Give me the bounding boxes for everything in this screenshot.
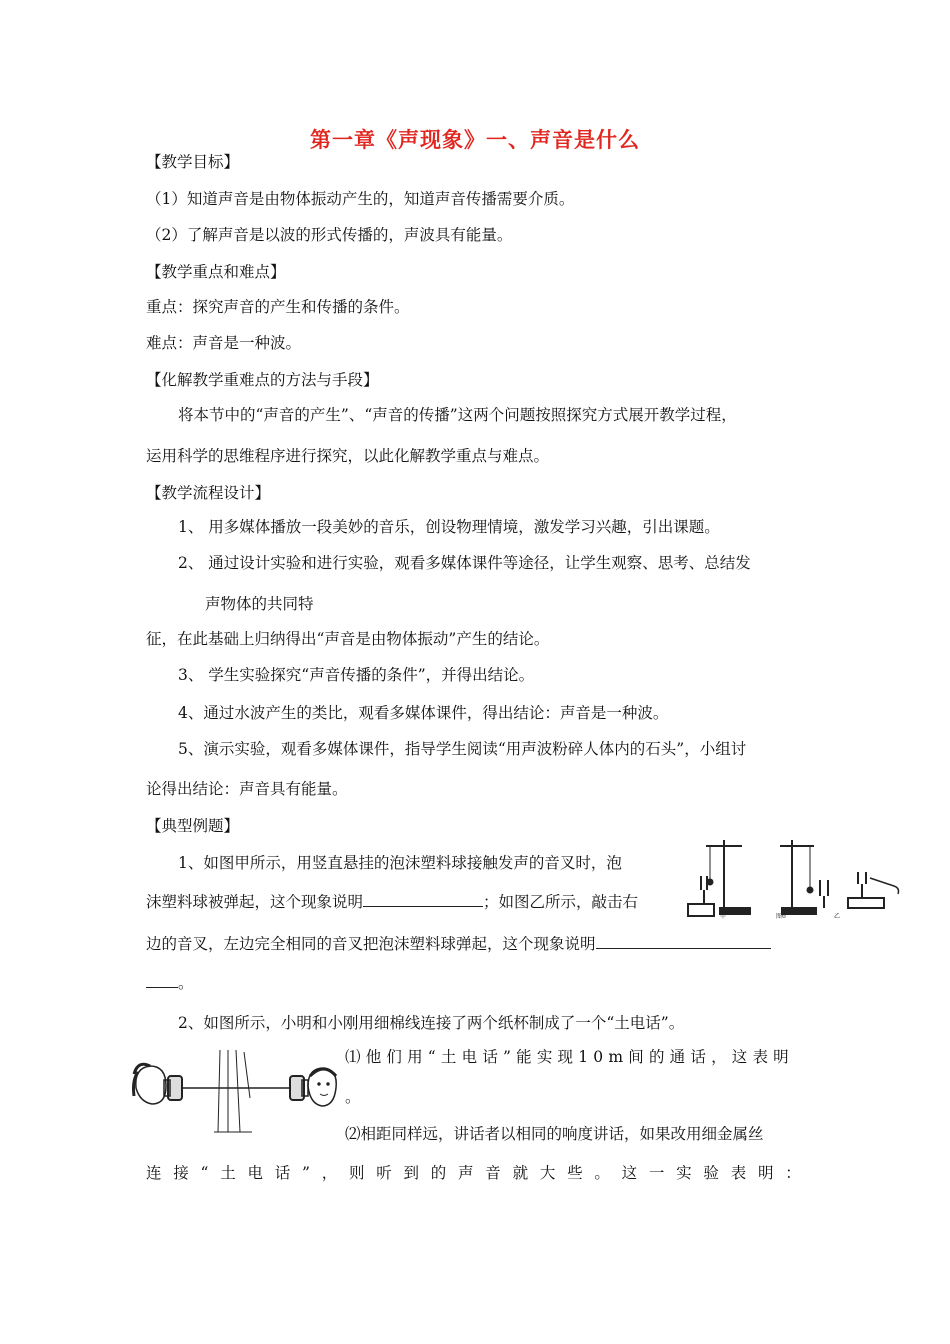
char: 实 <box>676 1164 692 1182</box>
example-1-text-b: ；如图乙所示，敲击右 <box>483 893 639 911</box>
string-telephone-figure <box>128 1048 343 1136</box>
flow-step-2-cont: 声物体的共同特 <box>205 595 314 613</box>
char: 明 <box>757 1164 774 1182</box>
char: 土 <box>220 1164 236 1182</box>
char: 到 <box>403 1164 420 1182</box>
flow-step-4: 4、通过水波产生的类比，观看多媒体课件，得出结论：声音是一种波。 <box>178 704 669 722</box>
goal-2: （2）了解声音是以波的形式传播的，声波具有能量。 <box>146 226 513 244</box>
answer-blank-1[interactable] <box>363 892 483 907</box>
char: 连 <box>146 1164 162 1182</box>
flow-step-5-end: 论得出结论：声音具有能量。 <box>146 780 348 798</box>
example-1-line-1: 1、如图甲所示，用竖直悬挂的泡沫塑料球接触发声的音叉时，泡 <box>178 854 622 872</box>
example-1-line-4 <box>146 973 194 993</box>
char: 些 <box>567 1164 583 1182</box>
char: 的 <box>430 1164 447 1182</box>
char: 大 <box>539 1164 556 1182</box>
flow-step-1: 1、 用多媒体播放一段美妙的音乐，创设物理情境，激发学习兴趣，引出课题。 <box>178 518 720 536</box>
char: 听 <box>376 1164 392 1182</box>
example-2-question-1 <box>345 1047 794 1067</box>
char: 表 <box>730 1164 747 1182</box>
char: 验 <box>703 1164 719 1182</box>
flow-heading: 【教学流程设计】 <box>146 484 271 502</box>
example-1-line-3 <box>146 934 771 954</box>
method-paragraph-1: 将本节中的“声音的产生”、“声音的传播”这两个问题按照探究方式展开教学过程， <box>178 406 737 424</box>
flow-step-5: 5、演示实验，观看多媒体课件，指导学生阅读“用声波粉碎人体内的石头”，小组讨 <box>178 740 747 758</box>
example-2-question-2: ⑵相距同样远，讲话者以相同的响度讲话，如果改用细金属丝 <box>345 1125 764 1143</box>
label-jia: 甲 <box>720 913 727 920</box>
method-heading: 【化解教学重难点的方法与手段】 <box>146 371 379 389</box>
question-1-text: ⑴他们用“土电话”能实现10m间的通话，这表明 <box>345 1048 794 1066</box>
char: 这 <box>621 1164 638 1182</box>
char: ” <box>302 1164 310 1182</box>
flow-step-3: 3、 学生实验探究“声音传播的条件”，并得出结论。 <box>178 666 535 684</box>
char: 话 <box>274 1164 291 1182</box>
question-1-end: 。 <box>345 1088 361 1106</box>
char: 音 <box>485 1164 501 1182</box>
char: 则 <box>348 1164 365 1182</box>
example-1-text-c: 边的音叉，左边完全相同的音叉把泡沫塑料球弹起，这个现象说明 <box>146 935 596 953</box>
char: 声 <box>458 1164 474 1182</box>
method-paragraph-2: 运用科学的思维程序进行探究，以此化解教学重点与难点。 <box>146 447 550 465</box>
answer-blank-2-cont[interactable] <box>146 973 178 988</box>
char: “ <box>200 1164 209 1182</box>
page-title: 第一章《声现象》一、声音是什么 <box>310 127 640 152</box>
difficult-point: 难点：声音是一种波。 <box>146 334 302 352</box>
flow-step-2: 2、 通过设计实验和进行实验，观看多媒体课件等途径，让学生观察、思考、总结发 <box>178 554 751 572</box>
goal-1: （1）知道声音是由物体振动产生的，知道声音传播需要介质。 <box>146 190 575 208</box>
example-2-question-2-cont <box>146 1163 801 1183</box>
char: 一 <box>648 1164 665 1182</box>
key-heading: 【教学重点和难点】 <box>146 263 286 281</box>
tuning-fork-figure <box>684 832 904 922</box>
example-1-line-2 <box>146 892 638 912</box>
char: 就 <box>512 1164 529 1182</box>
flow-step-2-end: 征，在此基础上归纳得出“声音是由物体振动”产生的结论。 <box>146 630 550 648</box>
label-yi: 乙 <box>834 913 841 920</box>
char: 接 <box>173 1164 189 1182</box>
examples-heading: 【典型例题】 <box>146 817 240 835</box>
char: ： <box>785 1164 801 1182</box>
char: ， <box>321 1164 338 1182</box>
key-point: 重点：探究声音的产生和传播的条件。 <box>146 298 410 316</box>
goals-heading: 【教学目标】 <box>146 153 240 171</box>
label-fig: 图6 <box>776 913 786 920</box>
char: 电 <box>247 1164 263 1182</box>
example-1-end: 。 <box>178 974 194 992</box>
example-2-line-1: 2、如图所示，小明和小刚用细棉线连接了两个纸杯制成了一个“土电话”。 <box>178 1014 685 1032</box>
example-1-text-a: 沫塑料球被弹起，这个现象说明 <box>146 893 364 911</box>
char: 。 <box>594 1164 610 1182</box>
answer-blank-2[interactable] <box>596 934 771 949</box>
